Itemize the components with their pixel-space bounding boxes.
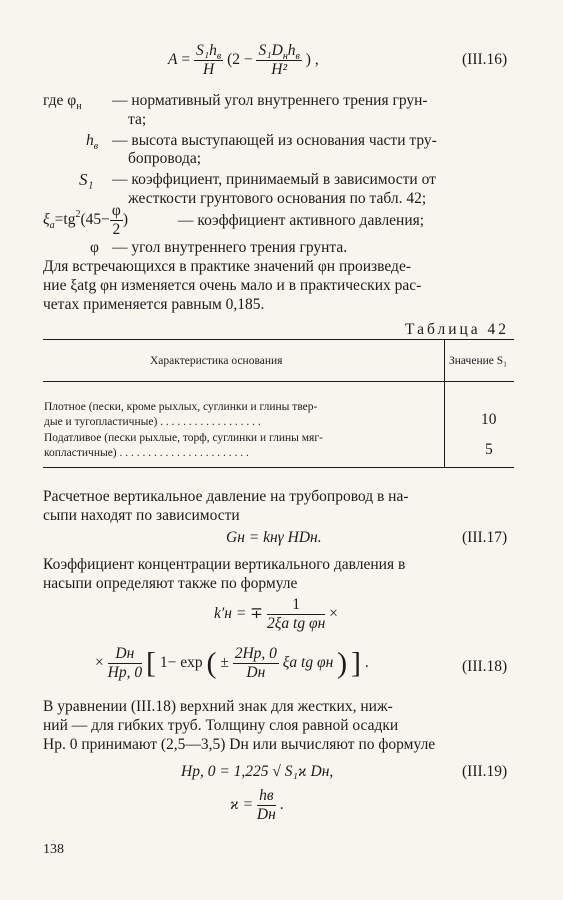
numerator: 1 — [267, 596, 325, 615]
def-xi-a-formula: $\xi_a=tg^2(45-$ $\frac{\varphi}{2}$ ) — [43, 202, 128, 238]
formula-eq: = — [181, 51, 191, 69]
equation-number: (III.17) — [462, 529, 508, 546]
def-text-cont: жесткости грунтового основания по табл. 42; — [128, 190, 427, 207]
def-term-phi-n: где $\varphi_н$ — [43, 92, 82, 112]
paren-open: (2 − — [227, 51, 253, 69]
def-text: — высота выступающей из основания части тру- — [112, 132, 437, 149]
formula-iii-18-line1 — [214, 596, 338, 633]
denominator: Dн — [246, 664, 266, 681]
equation-number: (III.19) — [462, 763, 508, 780]
subscript: в — [216, 51, 222, 62]
xi-tg-phi: ξa tg φн — [282, 654, 334, 672]
subscript: в — [295, 51, 300, 62]
fraction — [233, 645, 279, 682]
formula-lhs: ϰ = — [230, 796, 254, 814]
numerator: S₁h — [195, 42, 217, 59]
denominator: 2ξa tg φн — [267, 615, 326, 632]
formula-iii-17: Gн = kнγ HDн. — [226, 529, 322, 546]
table-row-line: дые и тугопластичные) . . . . . . . . . . . . . . . . . . — [44, 416, 261, 428]
def-term-s1: S₁ — [79, 170, 94, 189]
numerator-h: h — [287, 42, 296, 59]
paragraph-line: Коэффициент концентрации вертикального давления в — [43, 556, 406, 573]
subscript: н — [282, 51, 288, 62]
fraction — [257, 787, 276, 824]
table-header-value: Значение S₁ — [449, 355, 508, 367]
paragraph-line: четах применяется равным 0,185. — [43, 296, 265, 313]
bracket-open: [ — [145, 646, 156, 680]
denominator: Hp, 0 — [107, 664, 143, 681]
numerator: hв — [257, 787, 276, 806]
paragraph-line: Расчетное вертикальное давление на трубопровод в на- — [43, 488, 409, 505]
numerator: 2Hp, 0 — [234, 645, 277, 662]
table-header-rule — [43, 381, 514, 382]
paragraph-line: насыпи определяют также по формуле — [43, 575, 298, 592]
table-column-divider — [444, 339, 445, 467]
fraction — [267, 596, 325, 633]
denominator: Dн — [256, 806, 276, 823]
page-number: 138 — [43, 842, 64, 857]
fraction — [108, 645, 142, 682]
denominator: H — [202, 61, 215, 78]
formula-tail: . — [364, 654, 369, 672]
def-term-h-v: $h_в$ — [86, 132, 99, 152]
def-text: — нормативный угол внутреннего трения грун- — [112, 92, 428, 109]
paren-close: ) — [337, 646, 348, 680]
fraction — [256, 42, 301, 79]
times-sign: × — [329, 605, 338, 623]
paragraph-line: Для встречающихся в практике значений φн произведе- — [43, 258, 411, 275]
paragraph-line: ний — для гибких труб. Толщину слоя равной осадки — [43, 717, 399, 734]
denominator: H² — [271, 61, 288, 78]
equation-number: (III.18) — [462, 658, 508, 675]
table-cell-value: 5 — [485, 441, 493, 458]
table-caption: Таблица 42 — [405, 321, 510, 338]
formula-tail: , — [314, 51, 319, 69]
exp-term: 1− exp — [159, 654, 203, 672]
table-bottom-rule — [43, 467, 514, 468]
numerator: Dн — [108, 645, 142, 664]
times-sign: × — [95, 654, 104, 672]
formula-lhs: A — [168, 51, 178, 69]
table-row-line: копластичные) . . . . . . . . . . . . . . . . . . . . . . . — [44, 447, 249, 459]
formula-tail: . — [279, 796, 284, 814]
def-text: — угол внутреннего трения грунта. — [112, 239, 348, 256]
paragraph-line: Hр. 0 принимают (2,5—3,5) Dн или вычисляют по формуле — [43, 736, 436, 753]
paragraph-line: ние ξatg φн изменяется очень мало и в практических рас- — [43, 277, 422, 294]
def-term-phi: φ — [90, 239, 99, 256]
formula-lhs: k′н = ∓ — [214, 605, 264, 623]
formula-kappa — [230, 787, 284, 824]
paren-open: ( — [206, 646, 217, 680]
def-text-cont: та; — [128, 111, 147, 128]
def-text: — коэффициент, принимаемый в зависимости от — [112, 171, 436, 188]
formula-iii-16 — [168, 42, 319, 79]
paragraph-line: В уравнении (III.18) верхний знак для жестких, ниж- — [43, 698, 393, 715]
paragraph-line: сыпи находят по зависимости — [43, 507, 240, 524]
table-row-line: Податливое (пески рыхлые, торф, суглинки и глины мяг- — [44, 432, 323, 444]
table-cell-value: 10 — [481, 411, 497, 428]
fraction — [194, 42, 223, 79]
numerator: S₁D — [258, 42, 283, 59]
paren-close: ) — [305, 51, 311, 69]
def-text-cont: бопровода; — [128, 150, 202, 167]
formula-iii-19: Hp, 0 = 1,225 √ S₁ϰ Dн, — [181, 763, 334, 780]
bracket-close: ] — [351, 646, 362, 680]
table-row-line: Плотное (пески, кроме рыхлых, суглинки и глины твер- — [44, 401, 318, 413]
formula-iii-18-line2 — [95, 645, 369, 682]
def-text: — коэффициент активного давления; — [178, 212, 425, 229]
table-header-characteristic: Характеристика основания — [150, 355, 283, 367]
equation-number: (III.16) — [462, 51, 508, 68]
plus-minus: ± — [220, 654, 229, 672]
